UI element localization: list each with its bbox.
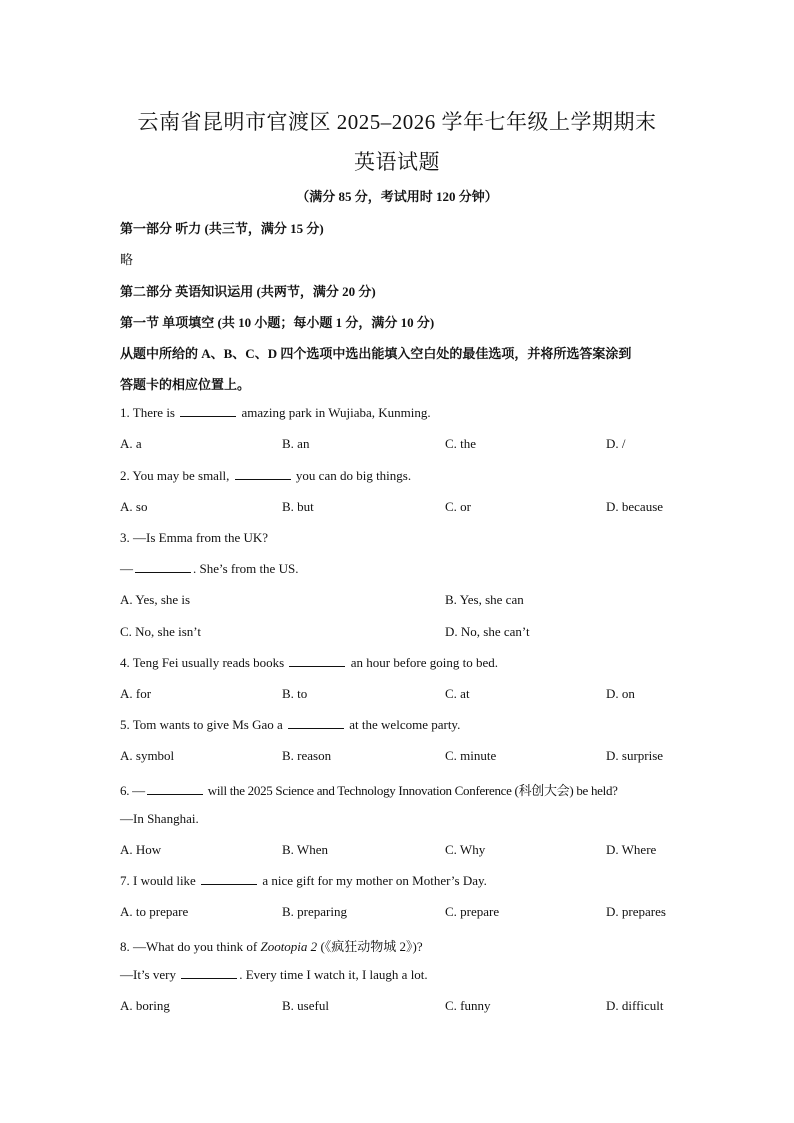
- q5-option-c: C. minute: [445, 748, 497, 763]
- q7-option-c: C. prepare: [445, 904, 500, 919]
- question-3-response: [120, 561, 298, 577]
- question-text: . Every time I watch it, I laugh a lot.: [239, 967, 428, 982]
- q1-option-a: A. a: [120, 436, 142, 451]
- q6-option-c: C. Why: [445, 842, 486, 857]
- question-text: you can do big things.: [295, 468, 412, 483]
- question-text: 5. Tom wants to give Ms Gao a: [120, 717, 283, 732]
- question-text: amazing park in Wujiaba, Kunming.: [241, 405, 431, 420]
- q3-option-a: A. Yes, she is: [120, 592, 191, 607]
- q4-option-d: D. on: [606, 686, 635, 701]
- exam-subject-title: 英语试题: [354, 150, 440, 174]
- q4-option-c: C. at: [445, 686, 470, 701]
- question-2-stem: [120, 468, 411, 484]
- q7-option-b: B. preparing: [282, 904, 347, 919]
- section1-heading: 第一节 单项填空 (共 10 小题；每小题 1 分，满分 10 分): [120, 315, 435, 330]
- question-5-stem: [120, 717, 460, 733]
- question-text: (《疯狂动物城 2》)?: [317, 939, 423, 954]
- answer-blank: [201, 873, 257, 885]
- answer-blank: [180, 405, 236, 417]
- answer-blank: [135, 561, 191, 573]
- question-text: at the welcome party.: [349, 717, 461, 732]
- question-text: 2. You may be small,: [120, 468, 230, 483]
- q2-option-d: D. because: [606, 499, 664, 514]
- movie-title: Zootopia 2: [260, 939, 318, 954]
- q8-option-c: C. funny: [445, 998, 491, 1013]
- instruction-line-2: 答题卡的相应位置上。: [120, 377, 251, 392]
- question-6-response: —In Shanghai.: [120, 811, 199, 826]
- question-text: 8. —What do you think of: [120, 939, 258, 954]
- question-6-stem: [120, 780, 618, 799]
- q7-option-a: A. to prepare: [120, 904, 189, 919]
- q2-option-b: B. but: [282, 499, 314, 514]
- answer-blank: [147, 783, 203, 795]
- q6-option-b: B. When: [282, 842, 328, 857]
- q5-option-b: B. reason: [282, 748, 332, 763]
- q8-option-a: A. boring: [120, 998, 170, 1013]
- q7-option-d: D. prepares: [606, 904, 666, 919]
- q1-option-c: C. the: [445, 436, 477, 451]
- q3-option-d: D. No, she can’t: [445, 624, 530, 639]
- question-text: 6. —: [120, 783, 145, 798]
- q4-option-a: A. for: [120, 686, 152, 701]
- part2-heading: 第二部分 英语知识运用 (共两节，满分 20 分): [120, 284, 376, 299]
- question-text: will the 2025 Science and Technology Innovation Conference (科创大会) be held?: [207, 783, 618, 798]
- part1-heading: 第一部分 听力 (共三节，满分 15 分): [120, 221, 324, 236]
- q8-option-d: D. difficult: [606, 998, 664, 1013]
- question-8-stem: [120, 936, 423, 955]
- dash: —: [120, 561, 133, 576]
- answer-blank: [181, 967, 237, 979]
- q1-option-b: B. an: [282, 436, 310, 451]
- question-3-stem: 3. —Is Emma from the UK?: [120, 530, 269, 545]
- q6-option-a: A. How: [120, 842, 162, 857]
- instruction-line-1: 从题中所给的 A、B、C、D 四个选项中选出能填入空白处的最佳选项，并将所选答案涂到: [120, 346, 632, 361]
- question-text: an hour before going to bed.: [350, 655, 499, 670]
- q1-option-d: D. /: [606, 436, 626, 451]
- answer-blank: [289, 655, 345, 667]
- q5-option-d: D. surprise: [606, 748, 664, 763]
- score-info: （满分 85 分，考试用时 120 分钟）: [296, 189, 498, 204]
- question-8-response: [120, 967, 428, 983]
- q4-option-b: B. to: [282, 686, 308, 701]
- q2-option-a: A. so: [120, 499, 148, 514]
- answer-blank: [235, 468, 291, 480]
- question-text: 7. I would like: [120, 873, 196, 888]
- q6-option-d: D. Where: [606, 842, 657, 857]
- q8-option-b: B. useful: [282, 998, 329, 1013]
- question-text: 1. There is: [120, 405, 175, 420]
- question-text: 4. Teng Fei usually reads books: [120, 655, 285, 670]
- q2-option-c: C. or: [445, 499, 471, 514]
- question-text: a nice gift for my mother on Mother’s Day.: [262, 873, 487, 888]
- q3-option-c: C. No, she isn’t: [120, 624, 202, 639]
- question-1-stem: [120, 405, 431, 421]
- question-7-stem: [120, 873, 487, 889]
- question-text: —It’s very: [120, 967, 176, 982]
- question-text: . She’s from the US.: [193, 561, 299, 576]
- part1-content: 略: [120, 252, 134, 267]
- answer-blank: [288, 717, 344, 729]
- q5-option-a: A. symbol: [120, 748, 175, 763]
- q3-option-b: B. Yes, she can: [445, 592, 524, 607]
- question-4-stem: [120, 655, 498, 671]
- exam-title: 云南省昆明市官渡区 2025–2026 学年七年级上学期期末: [137, 110, 657, 134]
